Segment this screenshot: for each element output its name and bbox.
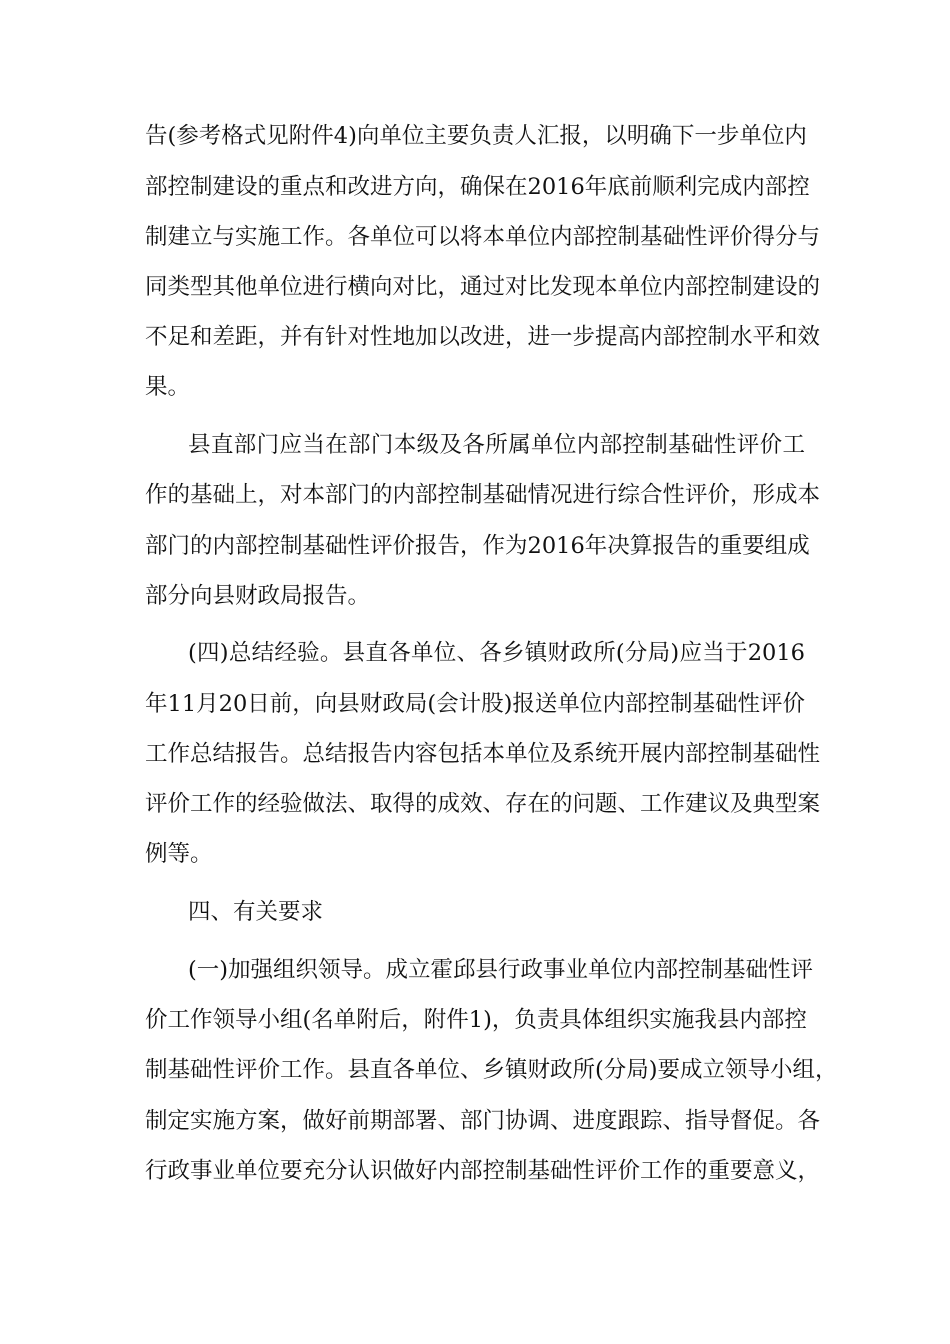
paragraph-line: 年11月20日前，向县财政局(会计股)报送单位内部控制基础性评价 <box>145 691 805 717</box>
paragraph-line: 制定实施方案，做好前期部署、部门协调、进度跟踪、指导督促。各 <box>145 1108 821 1134</box>
paragraph-line: 工作总结报告。总结报告内容包括本单位及系统开展内部控制基础性 <box>145 741 821 767</box>
paragraph-line: 制建立与实施工作。各单位可以将本单位内部控制基础性评价得分与 <box>145 224 821 250</box>
paragraph-line: 县直部门应当在部门本级及各所属单位内部控制基础性评价工 <box>188 432 805 458</box>
paragraph-line: 评价工作的经验做法、取得的成效、存在的问题、工作建议及典型案 <box>145 791 821 817</box>
paragraph-line: 行政事业单位要充分认识做好内部控制基础性评价工作的重要意义， <box>145 1158 821 1184</box>
paragraph-line: (四)总结经验。县直各单位、各乡镇财政所(分局)应当于2016 <box>188 640 805 666</box>
paragraph-line: 作的基础上，对本部门的内部控制基础情况进行综合性评价，形成本 <box>145 482 821 508</box>
paragraph-line: 同类型其他单位进行横向对比，通过对比发现本单位内部控制建设的 <box>145 274 821 300</box>
paragraph-line: 制基础性评价工作。县直各单位、乡镇财政所(分局)要成立领导小组， <box>145 1057 838 1083</box>
paragraph-line: 部分向县财政局报告。 <box>145 583 371 609</box>
paragraph-line: 告(参考格式见附件4)向单位主要负责人汇报，以明确下一步单位内 <box>145 123 807 149</box>
paragraph-line: 价工作领导小组(名单附后，附件1)，负责具体组织实施我县内部控 <box>145 1007 807 1033</box>
paragraph-line: (一)加强组织领导。成立霍邱县行政事业单位内部控制基础性评 <box>188 957 814 983</box>
paragraph-line: 部控制建设的重点和改进方向，确保在2016年底前顺利完成内部控 <box>145 174 810 200</box>
section-heading: 四、有关要求 <box>188 899 324 925</box>
paragraph-line: 例等。 <box>145 841 213 867</box>
paragraph-line: 果。 <box>145 374 191 400</box>
paragraph-line: 部门的内部控制基础性评价报告，作为2016年决算报告的重要组成 <box>145 533 810 559</box>
paragraph-line: 不足和差距，并有针对性地加以改进，进一步提高内部控制水平和效 <box>145 324 821 350</box>
